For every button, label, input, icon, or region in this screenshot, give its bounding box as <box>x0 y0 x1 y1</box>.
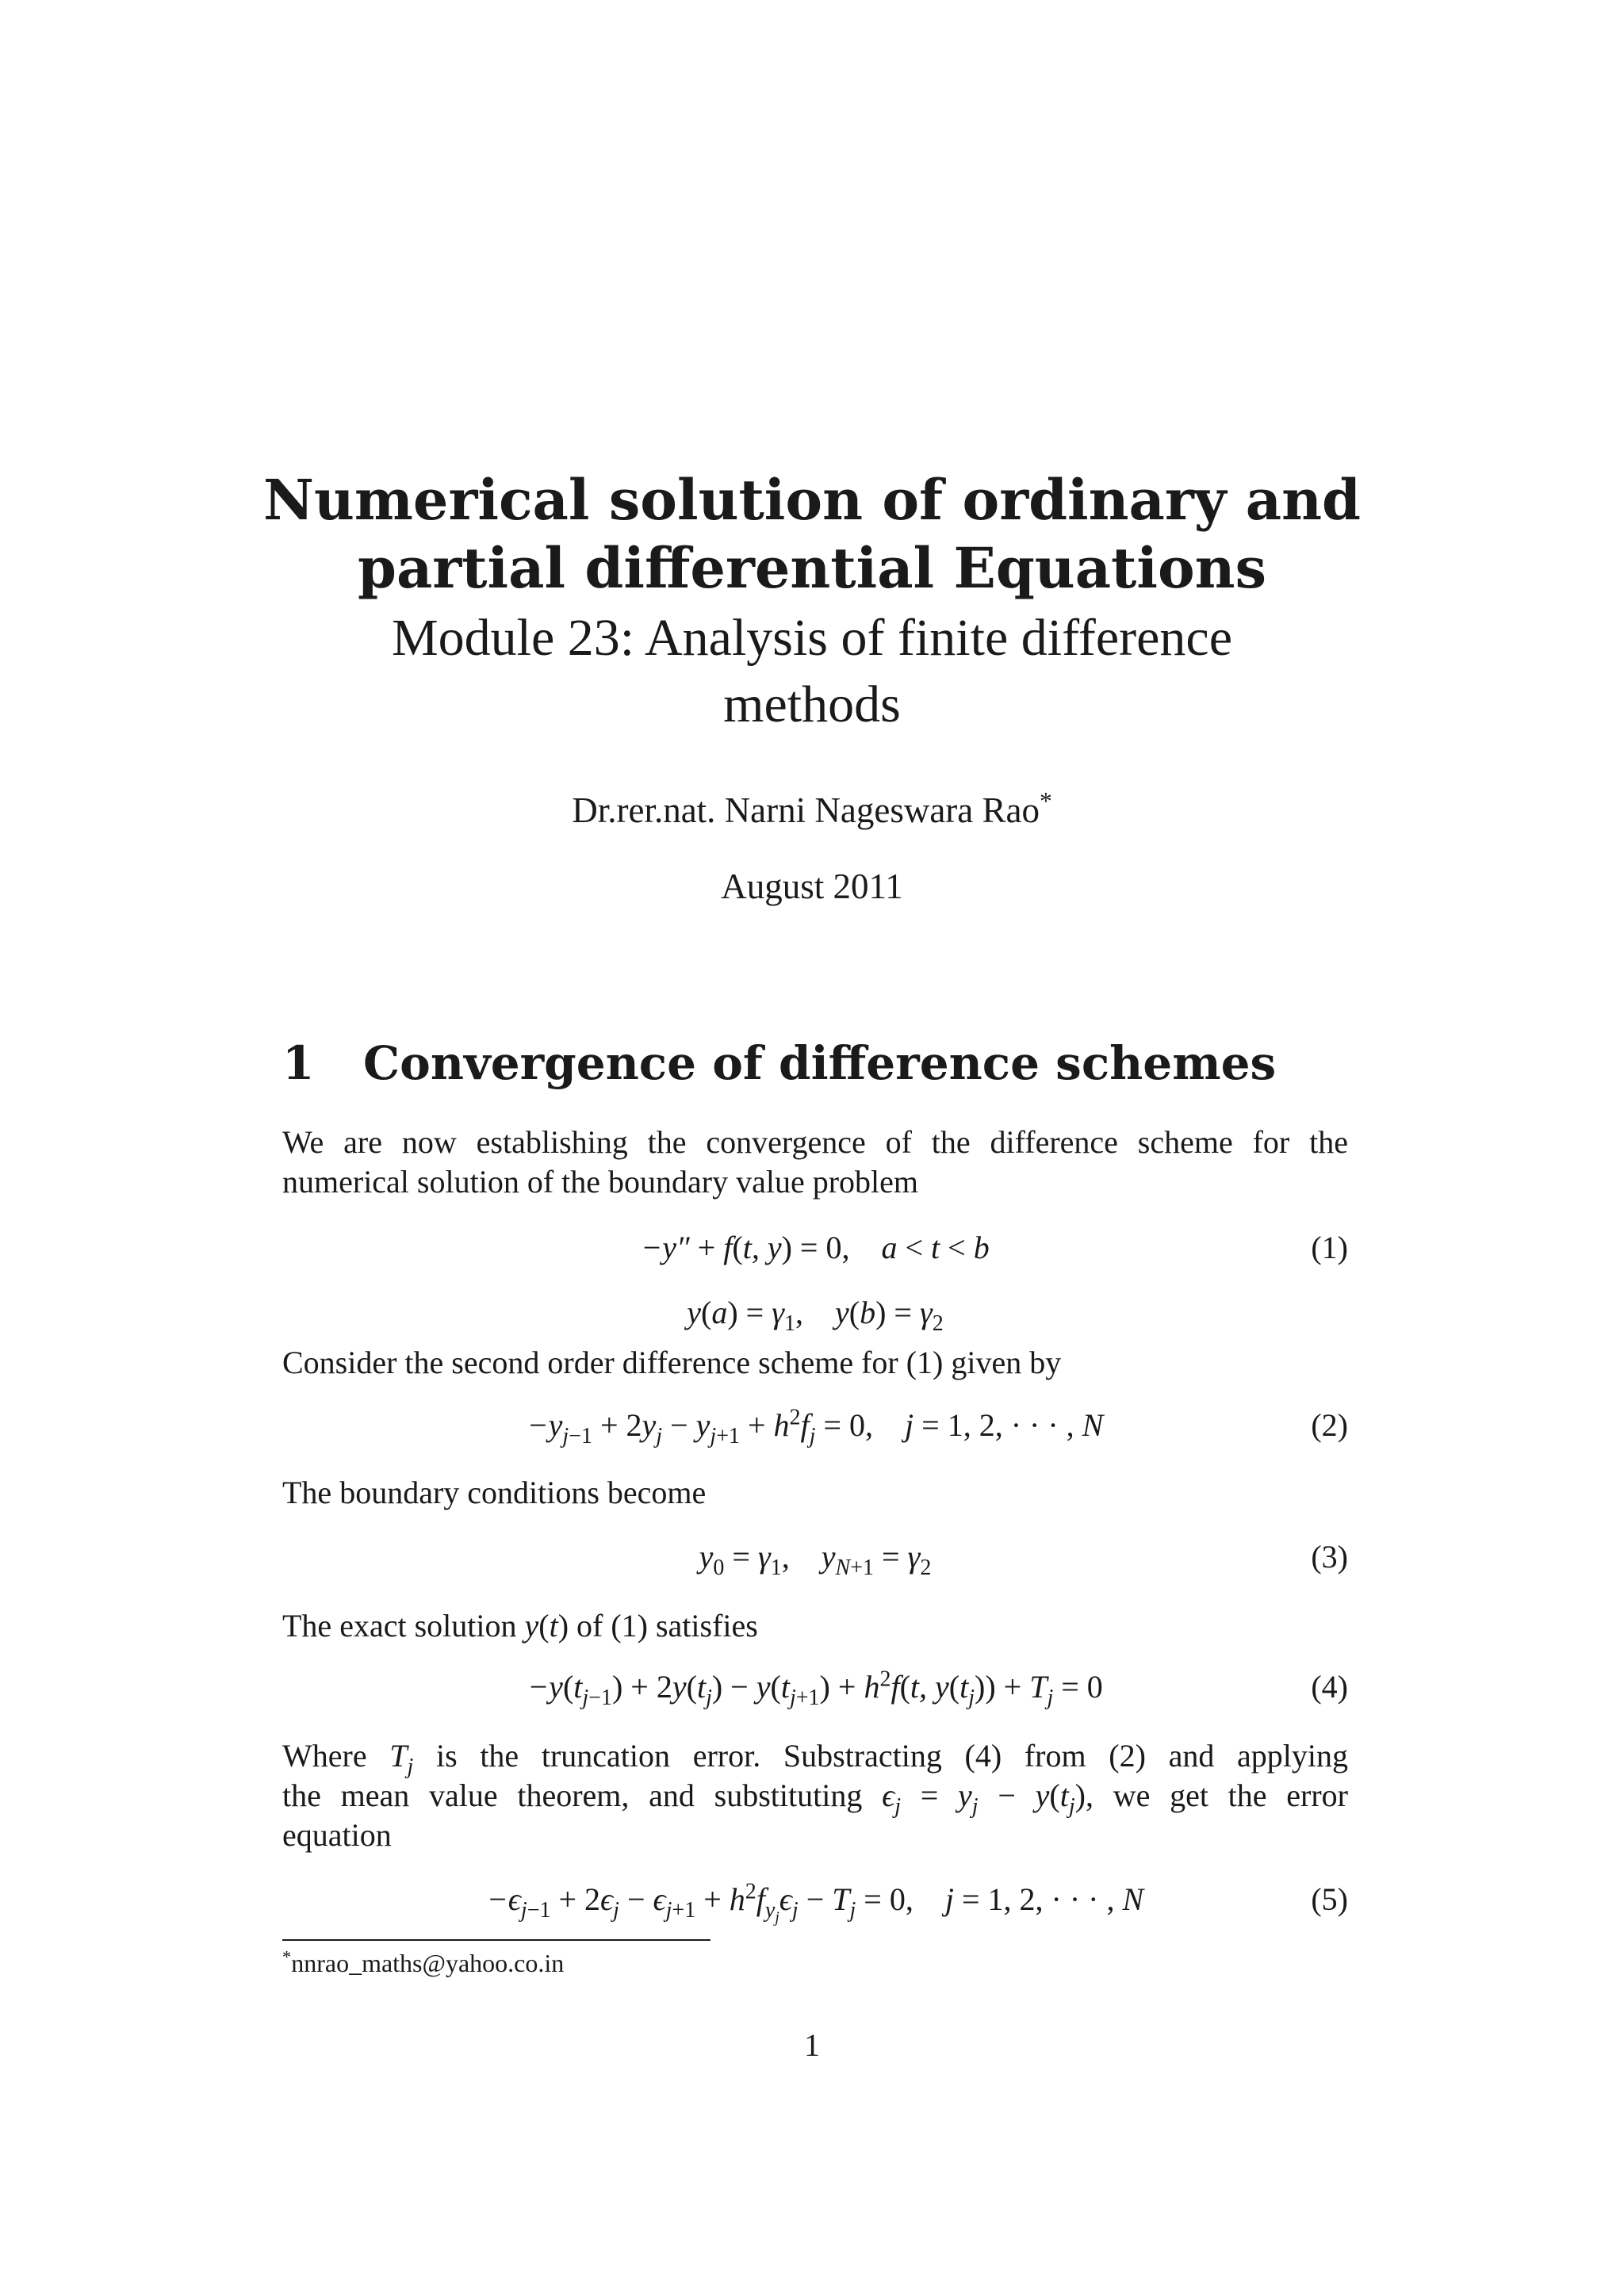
title-line-2: partial differential Equations <box>358 535 1266 601</box>
footnote-mark: * <box>282 1946 292 1967</box>
author-name: Dr.rer.nat. Narni Nageswara Rao <box>572 790 1040 830</box>
footnote-rule <box>282 1939 710 1941</box>
page-number: 1 <box>804 2027 820 2063</box>
author <box>0 787 1624 830</box>
paragraph-line: The exact solution y(t) of (1) satisfies <box>282 1608 758 1644</box>
equation-3-body: $y_0 = \gamma_1$, $y_{N+1} = \gamma_2$ <box>699 1539 932 1580</box>
paragraph-boundary <box>282 1473 1348 1513</box>
equation-4 <box>282 1667 1348 1711</box>
equation-1-tag: (1) <box>1311 1230 1348 1265</box>
paragraph-line: We are now establishing the convergence of the difference scheme for the <box>282 1124 1348 1160</box>
equation-2-body: $-y_{j-1} + 2y_j - y_{j+1} + h^2f_j = 0$, j = 1, 2, · · · , N <box>527 1405 1104 1448</box>
subtitle-line-1: Module 23: Analysis of finite difference <box>391 609 1233 667</box>
title-line-1: Numerical solution of ordinary and <box>262 467 1361 533</box>
paragraph-intro <box>282 1123 1348 1202</box>
equation-3 <box>282 1541 1348 1581</box>
equation-4-body: $-y(t_{j-1}) + 2y(t_j) - y(t_{j+1}) + h^2f(t$, $y(t_j)) + T_j = 0$ <box>527 1667 1103 1710</box>
author-footnote-mark: * <box>1040 787 1052 815</box>
section-title: Convergence of difference schemes <box>363 1036 1277 1090</box>
paragraph-error <box>282 1736 1348 1855</box>
equation-5-body: $-\epsilon_{j-1} + 2\epsilon_j - \epsilon_{j+1} + h^2f_{y_j}\epsilon_j - T_j = 0$, j = 1, 2, · · · , N <box>486 1879 1144 1927</box>
paragraph-line: the mean value theorem, and substituting $\epsilon_j = y_j - y(t_j)$, we get the error <box>282 1777 1349 1819</box>
section-heading <box>282 1036 1277 1090</box>
subtitle-line-2: methods <box>723 675 901 733</box>
footnote <box>282 1946 565 1978</box>
footnote-email: nnrao_maths@yahoo.co.in <box>291 1949 565 1977</box>
equation-5 <box>282 1879 1348 1927</box>
equation-1-boundary: $y(a) = \gamma_1$, $y(b) = \gamma_2$ <box>687 1295 944 1336</box>
paragraph-scheme <box>282 1343 1348 1383</box>
section-number: 1 <box>282 1036 315 1090</box>
equation-2-tag: (2) <box>1311 1407 1348 1443</box>
equation-1 <box>282 1230 1348 1336</box>
equation-5-tag: (5) <box>1311 1881 1348 1917</box>
paragraph-line: The boundary conditions become <box>282 1475 707 1510</box>
date: August 2011 <box>721 867 903 906</box>
paragraph-line: equation <box>282 1817 392 1853</box>
equation-1-ode: −y″ + f(t, y) = 0, a < t < b <box>641 1230 990 1265</box>
equation-4-tag: (4) <box>1311 1669 1348 1705</box>
equation-2 <box>282 1405 1348 1449</box>
paragraph-exact-solution <box>282 1606 1348 1646</box>
paragraph-line: Where $T_j$ is the truncation error. Substracting (4) from (2) and applying <box>282 1738 1348 1779</box>
paragraph-line: Consider the second order difference scheme for (1) given by <box>282 1345 1062 1380</box>
equation-3-tag: (3) <box>1311 1539 1348 1575</box>
paragraph-line: numerical solution of the boundary value problem <box>282 1164 919 1200</box>
